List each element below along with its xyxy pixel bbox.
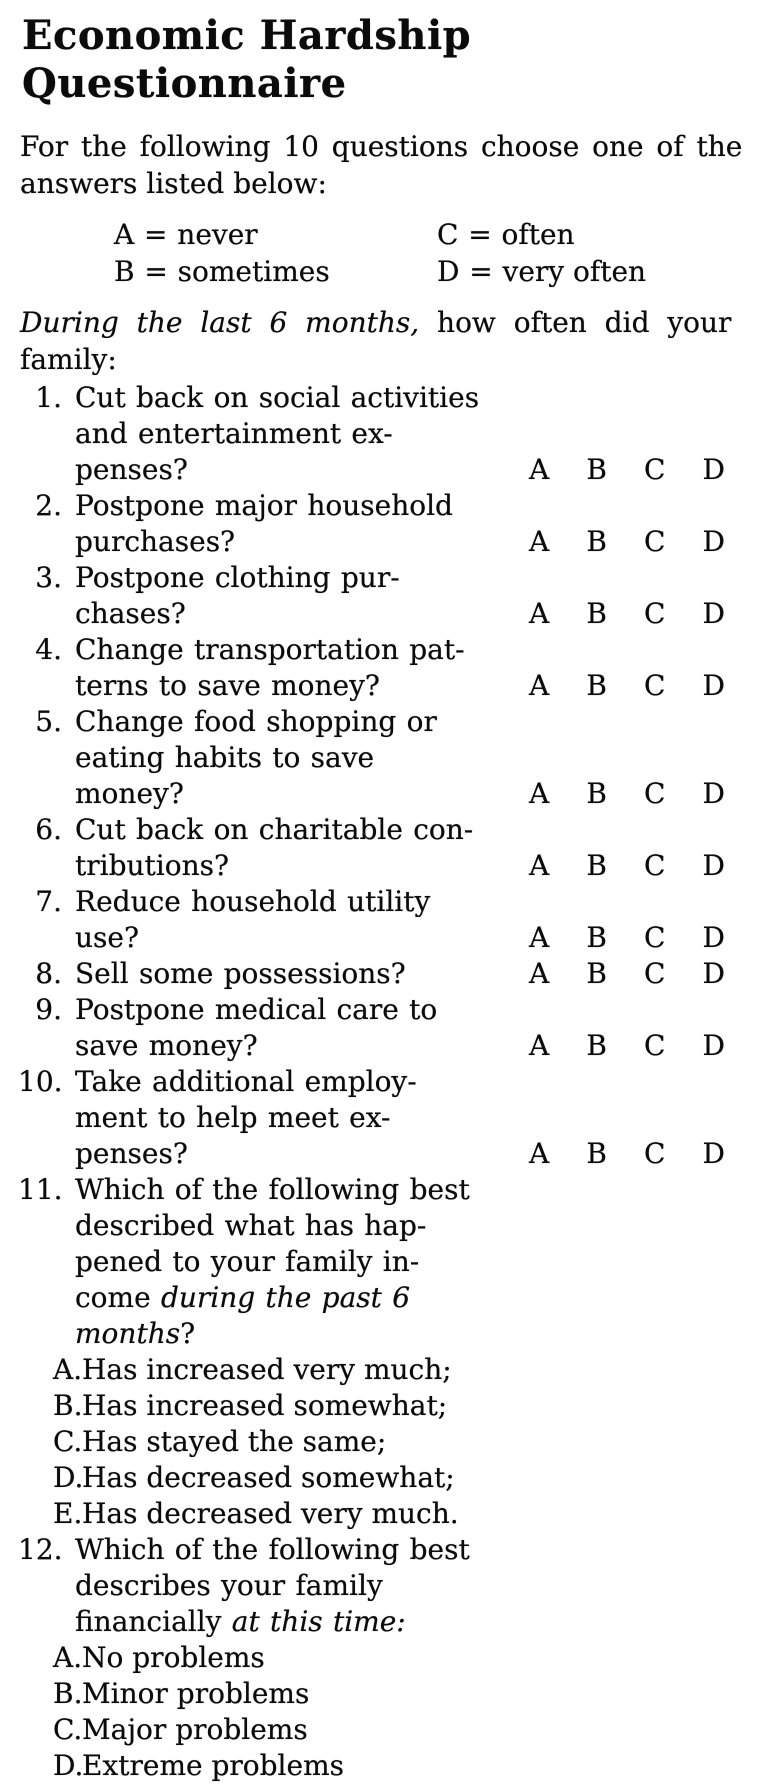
question-line — [75, 1172, 758, 1208]
answer-option — [53, 1640, 758, 1676]
text-segment: Change food shopping or — [75, 705, 437, 738]
question-number: 9. — [35, 993, 62, 1026]
question-line — [75, 956, 529, 992]
text-segment: chases? — [75, 597, 186, 630]
rating-letter: C — [644, 957, 666, 990]
question-line — [75, 416, 529, 452]
text-segment: during the past 6 — [160, 1281, 411, 1314]
answer-option — [53, 1712, 758, 1748]
rating-letter: D — [702, 957, 725, 990]
answer-key-label: very often — [502, 255, 647, 288]
rating-letter: D — [702, 525, 725, 558]
equals-sign: = — [144, 255, 168, 288]
question-item — [18, 1172, 758, 1532]
rating-letter: D — [702, 849, 725, 882]
rating-letter: B — [586, 957, 607, 990]
rating-letter: D — [702, 669, 725, 702]
question-text — [75, 632, 529, 704]
question-line — [75, 992, 529, 1028]
answer-key-label: never — [177, 218, 258, 251]
question-line — [75, 1100, 529, 1136]
answer-key-item — [437, 253, 760, 290]
option-letter: B. — [53, 1389, 83, 1422]
rating-letter: A — [529, 1029, 550, 1062]
rating-options — [529, 668, 725, 704]
answer-key-letter: D — [437, 255, 460, 288]
text-segment: described what has hap- — [75, 1209, 427, 1242]
option-text: Has decreased very much. — [82, 1497, 459, 1530]
question-line — [75, 920, 529, 956]
question-item — [18, 992, 758, 1064]
intro-line: For the following 10 questions choose one of the — [20, 130, 743, 163]
question-number: 1. — [35, 381, 62, 414]
option-text: Extreme problems — [82, 1749, 344, 1782]
rating-letter: C — [644, 1137, 666, 1170]
rating-letter: B — [586, 1137, 607, 1170]
rating-letter: B — [586, 525, 607, 558]
rating-letter: B — [586, 1029, 607, 1062]
question-number: 5. — [35, 705, 62, 738]
rating-letter: A — [529, 957, 550, 990]
intro-line: answers listed below: — [20, 167, 327, 200]
text-segment: tributions? — [75, 849, 230, 882]
answer-options — [53, 1352, 758, 1532]
question-line — [75, 1316, 758, 1352]
text-segment: ? — [180, 1317, 196, 1350]
question-line — [75, 1244, 758, 1280]
rating-letter: A — [529, 525, 550, 558]
text-segment: use? — [75, 921, 139, 954]
rating-options — [529, 848, 725, 884]
text-segment: Take additional employ- — [75, 1065, 417, 1098]
option-text: No problems — [82, 1641, 265, 1674]
question-line — [75, 560, 529, 596]
page-title: Economic Hardship Questionnaire — [22, 12, 472, 107]
text-segment: Postpone major household — [75, 489, 453, 522]
question-line — [75, 524, 529, 560]
answer-key-row — [114, 253, 758, 290]
instruction-text — [20, 304, 758, 378]
text-segment: and entertainment ex- — [75, 417, 393, 450]
equals-sign: = — [469, 255, 493, 288]
rating-letter: C — [644, 453, 666, 486]
question-row — [18, 380, 758, 488]
rating-options — [529, 920, 725, 956]
rating-letter: A — [529, 597, 550, 630]
question-line — [75, 1568, 758, 1604]
question-row — [18, 488, 758, 560]
option-letter: E. — [53, 1497, 83, 1530]
option-text: Has stayed the same; — [82, 1425, 387, 1458]
text-segment: ment to help meet ex- — [75, 1101, 391, 1134]
option-text: Has decreased somewhat; — [82, 1461, 455, 1494]
equals-sign: = — [468, 218, 492, 251]
answer-option — [53, 1748, 758, 1784]
rating-letter: C — [644, 777, 666, 810]
text-segment: Postpone medical care to — [75, 993, 438, 1026]
rating-letter: A — [529, 777, 550, 810]
text-segment: come — [75, 1281, 161, 1314]
option-text: Minor problems — [82, 1677, 310, 1710]
text-segment: how often did your — [419, 306, 732, 339]
option-letter: C. — [53, 1713, 83, 1746]
answer-key-letter: A — [114, 218, 135, 251]
text-segment: financially — [75, 1605, 232, 1638]
option-letter: A. — [53, 1641, 83, 1674]
question-text — [75, 380, 529, 488]
question-item — [18, 956, 758, 992]
answer-key-letter: B — [114, 255, 135, 288]
instruction-line — [20, 341, 758, 378]
question-line — [75, 884, 529, 920]
rating-letter: A — [529, 453, 550, 486]
rating-letter: D — [702, 777, 725, 810]
question-item — [18, 632, 758, 704]
text-segment: describes your family — [75, 1569, 383, 1602]
question-item — [18, 1064, 758, 1172]
rating-letter: B — [586, 921, 607, 954]
question-text — [75, 1064, 529, 1172]
rating-letter: B — [586, 849, 607, 882]
question-text — [75, 956, 529, 992]
question-line — [75, 452, 529, 488]
rating-letter: A — [529, 849, 550, 882]
answer-option — [53, 1352, 758, 1388]
question-row — [18, 632, 758, 704]
question-line — [75, 1280, 758, 1316]
question-item — [18, 704, 758, 812]
text-segment: Cut back on charitable con- — [75, 813, 474, 846]
question-number: 12. — [18, 1533, 63, 1566]
option-text: Major problems — [82, 1713, 308, 1746]
answer-option — [53, 1460, 758, 1496]
question-row — [18, 704, 758, 812]
question-line — [75, 704, 529, 740]
rating-letter: D — [702, 921, 725, 954]
option-letter: D. — [53, 1461, 84, 1494]
question-line — [75, 632, 529, 668]
rating-letter: B — [586, 669, 607, 702]
question-text — [75, 560, 529, 632]
question-number: 10. — [18, 1065, 63, 1098]
text-segment: purchases? — [75, 525, 236, 558]
rating-letter: A — [529, 921, 550, 954]
rating-letter: B — [586, 453, 607, 486]
rating-letter: D — [702, 597, 725, 630]
question-line — [75, 668, 529, 704]
question-text — [75, 704, 529, 812]
text-segment: During the last 6 months, — [20, 306, 420, 339]
question-line — [75, 488, 529, 524]
text-segment: eating habits to save — [75, 741, 375, 774]
text-segment: money? — [75, 777, 184, 810]
rating-letter: D — [702, 453, 725, 486]
question-row — [18, 956, 758, 992]
text-segment: penses? — [75, 453, 188, 486]
answer-option — [53, 1388, 758, 1424]
rating-letter: C — [644, 921, 666, 954]
rating-letter: C — [644, 849, 666, 882]
option-letter: C. — [53, 1425, 83, 1458]
text-segment: save money? — [75, 1029, 258, 1062]
question-row — [18, 560, 758, 632]
answer-key-item — [114, 216, 437, 253]
option-letter: D. — [53, 1749, 84, 1782]
answer-key-row — [114, 216, 758, 253]
answer-key-item — [437, 216, 760, 253]
equals-sign: = — [144, 218, 168, 251]
rating-letter: C — [644, 597, 666, 630]
rating-options — [529, 524, 725, 560]
rating-letter: B — [586, 597, 607, 630]
question-line — [75, 380, 529, 416]
question-row — [18, 884, 758, 956]
text-segment: Which of the following best — [75, 1533, 470, 1566]
text-segment: Postpone clothing pur- — [75, 561, 400, 594]
question-list — [18, 380, 758, 1784]
question-number: 2. — [35, 489, 62, 522]
question-line — [75, 596, 529, 632]
text-segment: penses? — [75, 1137, 188, 1170]
rating-options — [529, 1136, 725, 1172]
question-item — [18, 380, 758, 488]
question-item — [18, 1532, 758, 1784]
text-segment: pened to your family in- — [75, 1245, 420, 1278]
question-number: 3. — [35, 561, 62, 594]
instruction-line — [20, 304, 758, 341]
rating-letter: B — [586, 777, 607, 810]
question-number: 4. — [35, 633, 62, 666]
question-row — [18, 1172, 758, 1352]
question-text — [75, 1172, 758, 1352]
rating-letter: C — [644, 525, 666, 558]
question-line — [75, 812, 529, 848]
question-number: 6. — [35, 813, 62, 846]
rating-options — [529, 1028, 725, 1064]
question-text — [75, 812, 529, 884]
text-segment: Which of the following best — [75, 1173, 470, 1206]
answer-key-item — [114, 253, 437, 290]
option-text: Has increased somewhat; — [82, 1389, 448, 1422]
rating-options — [529, 452, 725, 488]
answer-options — [53, 1640, 758, 1784]
question-line — [75, 1028, 529, 1064]
answer-key-label: sometimes — [177, 255, 330, 288]
rating-letter: D — [702, 1029, 725, 1062]
rating-letter: D — [702, 1137, 725, 1170]
text-segment: Change transportation pat- — [75, 633, 465, 666]
question-item — [18, 560, 758, 632]
question-text — [75, 884, 529, 956]
answer-key — [114, 216, 758, 290]
rating-letter: C — [644, 1029, 666, 1062]
answer-key-label: often — [501, 218, 575, 251]
rating-letter: A — [529, 1137, 550, 1170]
question-row — [18, 1532, 758, 1640]
answer-option — [53, 1676, 758, 1712]
question-number: 7. — [35, 885, 62, 918]
question-line — [75, 1532, 758, 1568]
question-line — [75, 1064, 529, 1100]
question-line — [75, 1604, 758, 1640]
answer-option — [53, 1424, 758, 1460]
question-item — [18, 488, 758, 560]
question-item — [18, 812, 758, 884]
rating-letter: C — [644, 669, 666, 702]
question-text — [75, 488, 529, 560]
option-letter: B. — [53, 1677, 83, 1710]
rating-letter: A — [529, 669, 550, 702]
question-row — [18, 1064, 758, 1172]
question-row — [18, 992, 758, 1064]
question-line — [75, 776, 529, 812]
question-number: 11. — [18, 1173, 63, 1206]
question-item — [18, 884, 758, 956]
question-line — [75, 740, 529, 776]
text-segment: terns to save money? — [75, 669, 380, 702]
option-text: Has increased very much; — [82, 1353, 452, 1386]
text-segment: Cut back on social activities — [75, 381, 480, 414]
text-segment: months — [75, 1317, 181, 1350]
answer-key-letter: C — [437, 218, 459, 251]
text-segment: at this time: — [231, 1605, 406, 1638]
rating-options — [529, 776, 725, 812]
text-segment: family: — [20, 343, 117, 376]
rating-options — [529, 596, 725, 632]
question-row — [18, 812, 758, 884]
rating-options — [529, 956, 725, 992]
text-segment: Reduce household utility — [75, 885, 431, 918]
option-letter: A. — [53, 1353, 83, 1386]
question-line — [75, 848, 529, 884]
question-number: 8. — [35, 957, 62, 990]
question-text — [75, 1532, 758, 1640]
question-text — [75, 992, 529, 1064]
intro-paragraph — [20, 128, 758, 202]
text-segment: Sell some possessions? — [75, 957, 406, 990]
answer-option — [53, 1496, 758, 1532]
question-line — [75, 1208, 758, 1244]
question-line — [75, 1136, 529, 1172]
